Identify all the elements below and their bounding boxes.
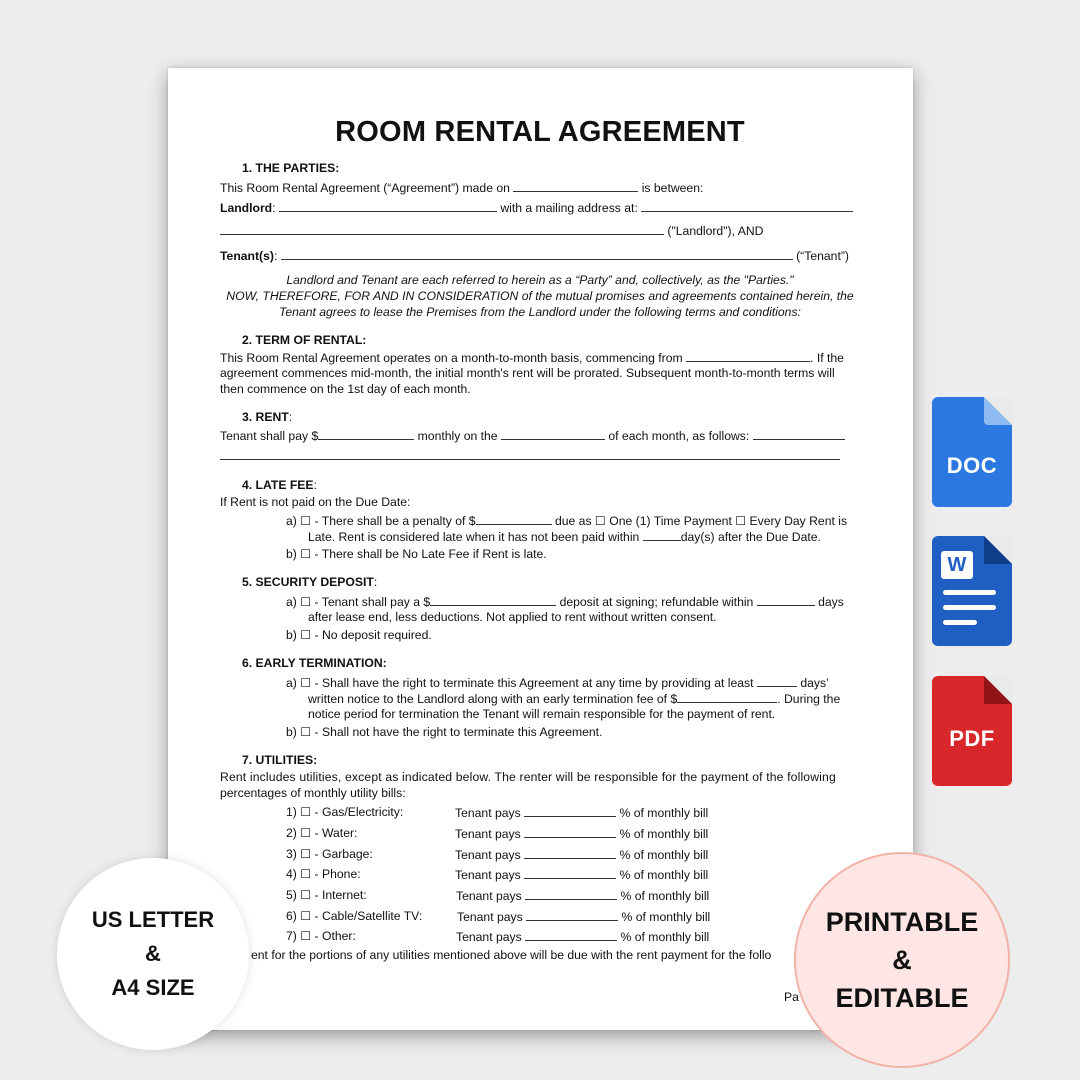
utility-item-pays: Tenant pays % of monthly bill bbox=[455, 827, 709, 841]
late-fee-a-text: a) ☐ - There shall be a penalty of $ bbox=[286, 514, 476, 528]
termination-a-line-2 bbox=[308, 691, 840, 707]
agreement-date-blank[interactable] bbox=[513, 180, 638, 192]
section-heading-term: 2. TERM OF RENTAL: bbox=[242, 333, 367, 347]
utility-item-pays: Tenant pays % of monthly bill bbox=[457, 910, 711, 924]
utility-percent-blank[interactable] bbox=[526, 909, 618, 921]
deposit-option-b[interactable]: b) ☐ - No deposit required. bbox=[286, 628, 432, 642]
landlord-address-blank-2[interactable] bbox=[220, 223, 664, 235]
landlord-end-text: ("Landlord"), AND bbox=[667, 224, 764, 238]
deposit-a-line-2: after lease end, less deductions. Not applied to rent without written consent. bbox=[308, 610, 717, 624]
utility-item-num[interactable]: 6) ☐ - Cable/Satellite TV: bbox=[286, 909, 423, 923]
landlord-address-blank[interactable] bbox=[641, 200, 853, 212]
section-heading-utilities: 7. UTILITIES: bbox=[242, 753, 318, 767]
page-number: Pa bbox=[784, 990, 799, 1004]
tenant-end-text: (“Tenant”) bbox=[796, 249, 849, 263]
termination-option-b[interactable]: b) ☐ - Shall not have the right to terminate this Agreement. bbox=[286, 725, 603, 739]
rent-terms-blank[interactable] bbox=[753, 428, 845, 440]
late-fee-option-b[interactable]: b) ☐ - There shall be No Late Fee if Rent is late. bbox=[286, 547, 547, 561]
utility-percent-blank[interactable] bbox=[524, 847, 616, 859]
landlord-name-blank[interactable] bbox=[279, 200, 497, 212]
pdf-label: PDF bbox=[949, 726, 995, 751]
utility-item-pays: Tenant pays % of monthly bill bbox=[456, 930, 710, 944]
termination-a-text-2: days’ bbox=[800, 676, 829, 690]
agreement-date-suffix: is between: bbox=[641, 181, 704, 195]
term-text-1: This Room Rental Agreement operates on a month-to-month basis, commencing from bbox=[220, 351, 683, 365]
refund-days-blank[interactable] bbox=[757, 594, 815, 606]
landlord-line: Landlord: with a mailing address at: bbox=[220, 200, 853, 216]
utility-item-num[interactable]: 3) ☐ - Garbage: bbox=[286, 847, 373, 861]
section-heading-early-termination: 6. EARLY TERMINATION: bbox=[242, 656, 387, 670]
editable-badge-line-2: & bbox=[892, 945, 912, 975]
parties-note: Landlord and Tenant are each referred to herein as a “Party” and, collectively, as the "Parties." bbox=[286, 273, 794, 287]
editable-badge-line-1: PRINTABLE bbox=[825, 907, 979, 937]
editable-badge bbox=[794, 852, 1010, 1068]
section-heading-late-fee: 4. LATE FEE: bbox=[242, 478, 317, 492]
consideration-text: NOW, THEREFORE, FOR AND IN CONSIDERATION of the mutual promises and agreements contained herein, the bbox=[226, 289, 854, 303]
consideration-text-2: Tenant agrees to lease the Premises from the Landlord under the following terms and conditions: bbox=[279, 305, 801, 319]
utility-item-num[interactable]: 4) ☐ - Phone: bbox=[286, 867, 361, 881]
rent-line bbox=[220, 428, 845, 444]
document-title: ROOM RENTAL AGREEMENT bbox=[335, 116, 745, 148]
size-badge-line-3: A4 SIZE bbox=[111, 975, 195, 1000]
deposit-amount-blank[interactable] bbox=[430, 594, 556, 606]
doc-file-icon bbox=[932, 397, 1012, 507]
termination-a-line-3: notice period for termination the Tenant will remain responsible for the payment of rent. bbox=[308, 707, 776, 721]
utility-item-num[interactable]: 5) ☐ - Internet: bbox=[286, 888, 367, 902]
term-line-1 bbox=[220, 350, 844, 366]
utility-percent-blank[interactable] bbox=[524, 867, 616, 879]
term-start-blank[interactable] bbox=[686, 350, 810, 362]
penalty-amount-blank[interactable] bbox=[476, 513, 552, 525]
size-badge-line-1: US LETTER bbox=[91, 907, 215, 932]
termination-fee-blank[interactable] bbox=[677, 691, 777, 703]
late-fee-option-a[interactable] bbox=[286, 513, 847, 529]
grace-days-blank[interactable] bbox=[643, 529, 681, 541]
termination-a-text: a) ☐ - Shall have the right to terminate this Agreement at any time by providing at least bbox=[286, 676, 754, 690]
agreement-date-line bbox=[220, 180, 703, 196]
landlord-label: Landlord bbox=[220, 201, 273, 215]
tenant-line: Tenant(s): (“Tenant”) bbox=[220, 249, 849, 263]
tenant-label: Tenant(s) bbox=[220, 249, 274, 263]
agreement-date-text: This Room Rental Agreement (“Agreement”) made on bbox=[220, 181, 510, 195]
landlord-address-text: with a mailing address at: bbox=[500, 201, 638, 215]
term-text-1b: . If the bbox=[810, 351, 844, 365]
termination-fee-text: written notice to the Landlord along with an early termination fee of $ bbox=[308, 692, 678, 706]
utility-percent-blank[interactable] bbox=[524, 826, 616, 838]
deposit-a-text-3: days bbox=[818, 595, 844, 609]
word-line-icon bbox=[943, 590, 996, 595]
doc-label: DOC bbox=[946, 453, 998, 478]
late-fee-a2-text: Late. Rent is considered late when it has not been paid within bbox=[308, 530, 640, 544]
utility-item-pays: Tenant pays % of monthly bill bbox=[455, 848, 709, 862]
word-w-letter: W bbox=[947, 554, 967, 576]
termination-option-a[interactable] bbox=[286, 675, 829, 691]
rent-terms-rule[interactable] bbox=[220, 459, 840, 460]
rent-text-1: Tenant shall pay $ bbox=[220, 429, 319, 443]
late-fee-a-line-2 bbox=[308, 529, 821, 545]
utility-item-pays: Tenant pays % of monthly bill bbox=[455, 868, 709, 882]
notice-days-blank[interactable] bbox=[757, 675, 797, 687]
rent-text-2: monthly on the bbox=[417, 429, 498, 443]
word-file-icon bbox=[932, 536, 1012, 646]
utilities-line-2: percentages of monthly utility bills: bbox=[220, 786, 406, 800]
utilities-line-1: Rent includes utilities, except as indicated below. The renter will be responsible for the payment of the following bbox=[220, 770, 836, 784]
rent-amount-blank[interactable] bbox=[318, 428, 414, 440]
utility-item-num[interactable]: 1) ☐ - Gas/Electricity: bbox=[286, 805, 404, 819]
section-heading-rent: 3. RENT: bbox=[242, 410, 293, 424]
section-heading-deposit: 5. SECURITY DEPOSIT: bbox=[242, 575, 378, 589]
utility-item-num[interactable]: 7) ☐ - Other: bbox=[286, 929, 356, 943]
utility-percent-blank[interactable] bbox=[525, 929, 617, 941]
landlord-line-2 bbox=[220, 223, 763, 239]
word-line-icon bbox=[943, 620, 977, 625]
deposit-option-a[interactable] bbox=[286, 594, 844, 610]
utility-percent-blank[interactable] bbox=[524, 805, 616, 817]
deposit-a-text-2: deposit at signing; refundable within bbox=[559, 595, 754, 609]
tenant-name-blank[interactable] bbox=[281, 248, 793, 260]
size-badge-line-2: & bbox=[145, 941, 161, 966]
late-fee-a-text-2: due as ☐ One (1) Time Payment ☐ Every Day Rent is bbox=[554, 514, 848, 528]
utility-item-pays: Tenant pays % of monthly bill bbox=[455, 806, 709, 820]
late-fee-intro: If Rent is not paid on the Due Date: bbox=[220, 495, 411, 509]
utilities-footer: ent for the portions of any utilities mentioned above will be due with the rent payment for the follo bbox=[251, 948, 772, 962]
rent-day-blank[interactable] bbox=[501, 428, 605, 440]
term-line-2: agreement commences mid-month, the initial month's rent will be prorated. Subsequent month-to-month terms will bbox=[220, 366, 835, 380]
utility-item-pays: Tenant pays % of monthly bill bbox=[456, 889, 710, 903]
rent-text-3: of each month, as follows: bbox=[608, 429, 750, 443]
deposit-a-text: a) ☐ - Tenant shall pay a $ bbox=[286, 595, 431, 609]
utility-item-num[interactable]: 2) ☐ - Water: bbox=[286, 826, 358, 840]
utility-percent-blank[interactable] bbox=[525, 888, 617, 900]
termination-fee-text-2: . During the bbox=[777, 692, 841, 706]
editable-badge-line-3: EDITABLE bbox=[835, 983, 969, 1013]
pdf-file-icon bbox=[932, 676, 1012, 786]
term-line-3: then commence on the 1st day of each month. bbox=[220, 382, 471, 396]
late-fee-a2-text-2: day(s) after the Due Date. bbox=[680, 530, 821, 544]
size-badge bbox=[57, 858, 249, 1050]
section-heading-parties: 1. THE PARTIES: bbox=[242, 161, 340, 175]
word-line-icon bbox=[943, 605, 996, 610]
